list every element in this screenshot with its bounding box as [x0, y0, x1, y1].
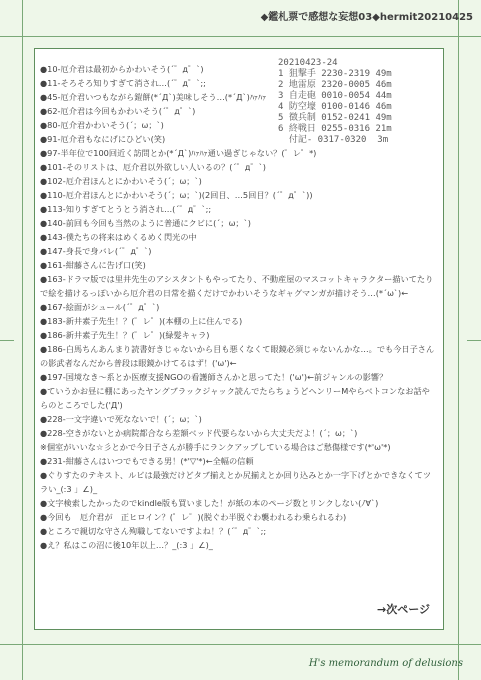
list-item: ●97-半年位で100回近く訪問とか(*´Д`)ﾊｧﾊｧ通い過ぎじゃない？(゜レ゜*)	[40, 148, 317, 158]
list-item: ●161-紺藤さんに告げ口(笑)	[40, 260, 146, 270]
list-item: ●167-絵面がシュール(´゜д゜`)	[40, 302, 160, 312]
list-item: ●102-厄介君ほんとにかわいそう(´；ω；`)	[40, 176, 202, 186]
list-item: ●143-僕たちの将来はめくるめく閃光の中	[40, 232, 197, 242]
list-item: ●91-厄介君もなにげにひどい(笑)	[40, 134, 166, 144]
stats-row: 1 狙撃手 2230-2319 49m	[278, 69, 392, 79]
stats-row: 3 自走砲 0010-0054 44m	[278, 91, 392, 101]
list-item: ●110-厄介君ほんとにかわいそう(´；ω；`)(2回目、…5回目？(´゜д゜`))	[40, 190, 313, 200]
list-item: ●62-厄介君は今回もかわいそう(´゜д゜`)	[40, 106, 196, 116]
frame-line-top	[0, 36, 481, 37]
list-item: ●231-紺藤さんはいつでもできる男！(*'▽'*)←全幅の信頼	[40, 456, 254, 466]
list-item: ●101-そのリストは、厄介君以外欲しい人いるの？(´゜д゜`)	[40, 162, 266, 172]
list-item: ●80-厄介君かわいそう(´；ω；`)	[40, 120, 164, 130]
list-item: ●147-身長で身バレ(´゜д゜`)	[40, 246, 152, 256]
list-item: ●ていうかお昼に棚にあったヤングブラックジャック読んでたらちょうどヘンリーMやらベトコンなお話やらのところでした('Д')	[40, 386, 430, 410]
list-item: ●45-厄介君いつもながら鎧餅(*´Д`)美味しそう…(*´Д`)ﾊｧﾊｧ	[40, 92, 267, 102]
list-item: ●113-知りすぎてとうとう消され…(´゜д゜`;;	[40, 204, 212, 214]
stats-row: 4 防空壕 0100-0146 46m	[278, 102, 392, 112]
list-item: ●163-ドラマ版では里井先生のアシスタントもやってたり、不動産屋のマスコットキャラクター描いてたりで絵を描けるっぽいから厄介君の日常を描くだけでかわいそうなギャグマンガが描けそう…(*´ω`)←	[40, 274, 434, 298]
stats-row: 付記- 0317-0320 3m	[278, 135, 389, 145]
list-item: ●183-新井素子先生！？(゜レ゜)(本棚の上に住んでる)	[40, 316, 243, 326]
next-page-link[interactable]: →次ページ	[377, 603, 430, 616]
list-item: ※個室がいいな☆彡とかで今日子さんが勝手にランクアップしている場合はご愁傷様です(*'ω'*)	[40, 442, 391, 452]
list-item: ●228-空きがないとか病院都合なら差額ベッド代要らないから大丈夫だよ！(´；ω；`)	[40, 428, 358, 438]
list-item: ●10-厄介君は最初からかわいそう(´゜д゜`)	[40, 64, 204, 74]
entry-list	[40, 62, 438, 552]
tick-right	[467, 340, 481, 341]
tick-left	[0, 340, 14, 341]
list-item: ●186-新井素子先生！？(゜レ゜)(緑髪キャラ)	[40, 330, 210, 340]
list-item: ●今回も 厄介君が 正ヒロイン？(゜レ゜)(脱ぐわ半脱ぐわ襲われるわ乗られるわ)	[40, 512, 347, 522]
list-item: ●11-そろそろ知りすぎて消され…(´゜д゜`;;	[40, 78, 206, 88]
list-item: ●140-前回も今回も当然のように普通にクビに(´；ω；`)	[40, 218, 251, 228]
page-title: ◆鑑札票で感想な妄想03◆hermit20210425	[260, 12, 473, 23]
list-item: ●ところで親切な守さん殉職してないですよね！？(´゜д゜`;;	[40, 526, 267, 536]
list-item: ●228-一文字違いで死なないで！(´；ω；`)	[40, 414, 202, 424]
stats-row: 6 終戦日 0255-0316 21m	[278, 124, 392, 134]
list-item: ●ぐりすたのテキスト、ルビは最強だけどタブ揃えとか尻揃えとか回り込みとか一字下げとかできなくてツラい_(:3 」∠)_	[40, 470, 432, 494]
footer-signature: H's memorandum of delusions	[308, 658, 463, 669]
frame-line-left	[22, 0, 23, 680]
list-item: ●197-国境なき～系とか医療支援NGOの看護師さんかと思ってた！('ω')←前ジャンルの影響？	[40, 372, 388, 382]
list-item: ●文字検索したかったのでkindle版も買いました！が紙の本のページ数とリンクしない(ﾉ∀`)	[40, 498, 379, 508]
stats-row: 2 地雷原 2320-0005 46m	[278, 80, 392, 90]
stats-row: 5 徴兵制 0152-0241 49m	[278, 113, 392, 123]
frame-line-bottom	[0, 644, 481, 645]
list-item: ●え？私はこの沼に後10年以上…？_(:3 」∠)_	[40, 540, 213, 550]
list-item: ●186-白馬ちんあんまり読書好きじゃないから目も悪くなくて眼鏡必須じゃないんかな…。でも今日子さんの影武者なんだから普段は眼鏡かけてるはず！('ω')←	[40, 344, 435, 368]
stats-date: 20210423-24	[278, 58, 338, 68]
frame-line-right	[458, 0, 459, 680]
